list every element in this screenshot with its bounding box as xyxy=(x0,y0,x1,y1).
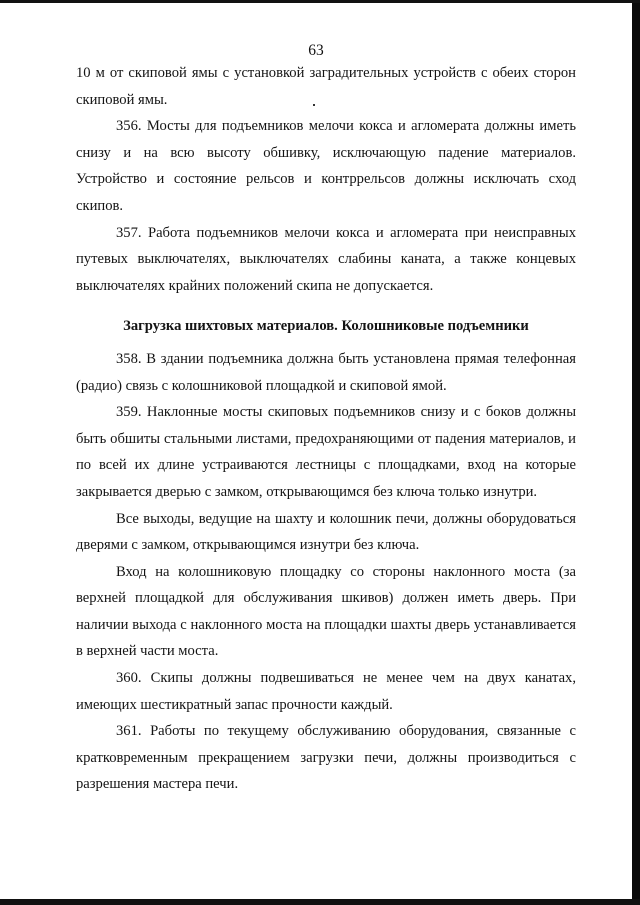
paragraph-361: 361. Работы по текущему обслуживанию оборудования, связанные с кратковременным прекращением загрузки печи, должны производиться с разрешения мастера печи. xyxy=(76,723,576,793)
paragraph-357: 357. Работа подъемников мелочи кокса и агломерата при неисправных путевых выключателях, выключателях слабины каната, а также концевых выключателях крайних положений скипа не допускается. xyxy=(76,224,576,294)
scan-border-top xyxy=(0,0,640,3)
paragraph-continuation: 10 м от скиповой ямы с установкой заградительных устройств с обеих сторон скиповой ямы. xyxy=(76,65,576,108)
paragraph-359-entrance: Вход на колошниковую площадку со стороны наклонного моста (за верхней площадкой для обслуживания шкивов) должен иметь дверь. При наличии выхода с наклонного моста на площадки шахты дверь устанавливается в верхней части моста. xyxy=(76,563,576,660)
page-number: 63 xyxy=(308,42,324,59)
paragraph-360: 360. Скипы должны подвешиваться не менее чем на двух канатах, имеющих шестикратный запас прочности каждый. xyxy=(76,670,576,713)
scan-border-right xyxy=(632,0,640,905)
paragraph-359-exits: Все выходы, ведущие на шахту и колошник печи, должны оборудоваться дверями с замком, открывающимся изнутри без ключа. xyxy=(76,510,576,554)
section-heading: Загрузка шихтовых материалов. Колошниковые подъемники xyxy=(123,318,529,335)
scan-border-bottom xyxy=(0,899,640,905)
document-body xyxy=(76,60,576,798)
paragraph-358: 358. В здании подъемника должна быть установлена прямая телефонная (радио) связь с колошниковой площадкой и скиповой ямой. xyxy=(76,350,576,394)
scan-speck xyxy=(313,104,315,106)
paragraph-356: 356. Мосты для подъемников мелочи кокса и агломерата должны иметь снизу и на всю высоту обшивку, исключающую падение материалов. Устройство и состояние рельсов и контррельсов должны исключать сход скипов. xyxy=(76,118,576,214)
paragraph-359: 359. Наклонные мосты скиповых подъемников снизу и с боков должны быть обшиты стальными листами, предохраняющими от падения материалов, и по всей их длине устраиваются лестницы с площадками, вход на которые закрывается дверью с замком, открывающимся без ключа только изнутри. xyxy=(76,404,576,500)
